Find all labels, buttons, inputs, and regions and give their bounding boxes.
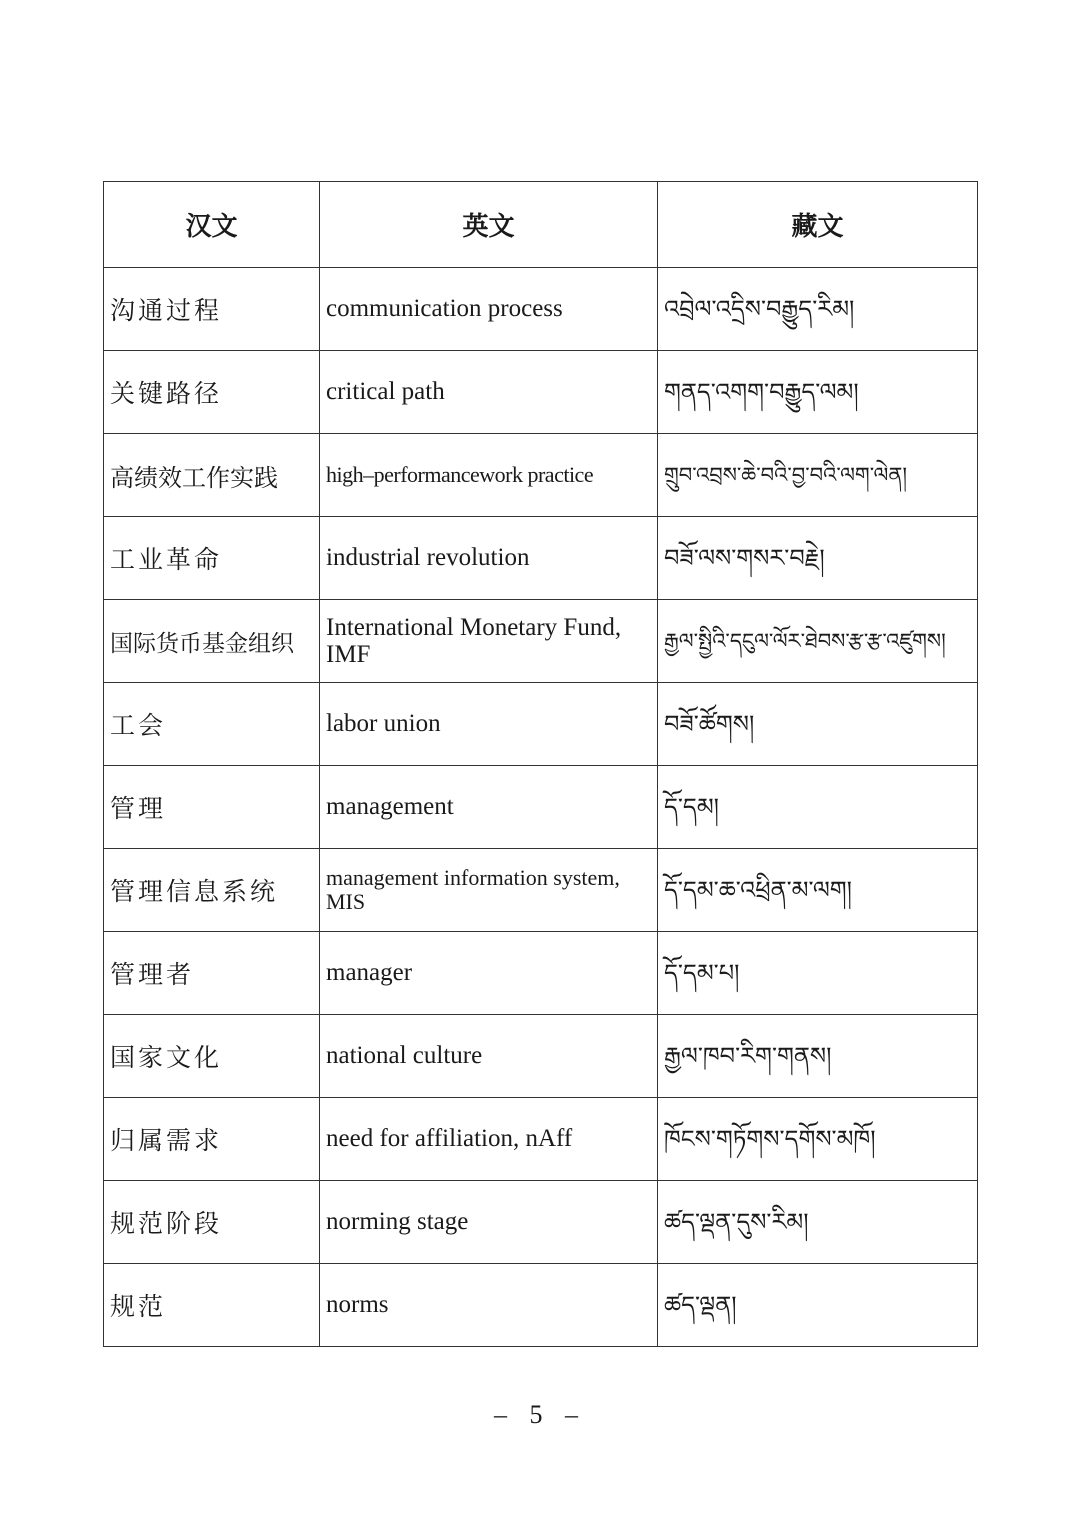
header-chinese: 汉文 (104, 182, 320, 268)
tibetan-term: གྲུབ་འབྲས་ཆེ་བའི་བྱ་བའི་ལག་ལེན། (658, 434, 978, 517)
header-english: 英文 (320, 182, 658, 268)
table-row (104, 1181, 978, 1264)
english-term: labor union (320, 683, 658, 766)
tibetan-term: རྒྱལ་ཁབ་རིག་གནས། (658, 1015, 978, 1098)
chinese-term: 管理 (104, 766, 320, 849)
table-row (104, 1264, 978, 1347)
chinese-term: 工会 (104, 683, 320, 766)
chinese-term: 管理信息系统 (104, 849, 320, 932)
header-tibetan: 藏文 (658, 182, 978, 268)
tibetan-term: བཟོ་ཚོགས། (658, 683, 978, 766)
english-term: management information system, MIS (320, 849, 658, 932)
tibetan-term: དོ་དམ་པ། (658, 932, 978, 1015)
tibetan-term: འབྲེལ་འདྲིས་བརྒྱུད་རིམ། (658, 268, 978, 351)
table-row (104, 1015, 978, 1098)
table-row (104, 434, 978, 517)
table-row (104, 268, 978, 351)
english-term: industrial revolution (320, 517, 658, 600)
tibetan-term: གནད་འགག་བརྒྱུད་ལམ། (658, 351, 978, 434)
english-term: norms (320, 1264, 658, 1347)
chinese-term: 关键路径 (104, 351, 320, 434)
tibetan-term: ཚད་ལྡན་དུས་རིམ། (658, 1181, 978, 1264)
table-row (104, 351, 978, 434)
table-row (104, 683, 978, 766)
english-term: manager (320, 932, 658, 1015)
table-row (104, 766, 978, 849)
chinese-term: 管理者 (104, 932, 320, 1015)
glossary-table (103, 181, 978, 1347)
tibetan-term: དོ་དམ་ཆ་འཕྲིན་མ་ལག། (658, 849, 978, 932)
english-term: International Monetary Fund, IMF (320, 600, 658, 683)
chinese-term: 归属需求 (104, 1098, 320, 1181)
english-term: national culture (320, 1015, 658, 1098)
table-row (104, 517, 978, 600)
tibetan-term: བཟོ་ལས་གསར་བརྗེ། (658, 517, 978, 600)
tibetan-term: དོ་དམ། (658, 766, 978, 849)
chinese-term: 高绩效工作实践 (104, 434, 320, 517)
tibetan-term: ཁོངས་གཏོགས་དགོས་མཁོ། (658, 1098, 978, 1181)
chinese-term: 工业革命 (104, 517, 320, 600)
page-number: – 5 – (494, 1400, 586, 1429)
table-row (104, 849, 978, 932)
english-term: communication process (320, 268, 658, 351)
chinese-term: 规范 (104, 1264, 320, 1347)
english-term: management (320, 766, 658, 849)
english-term: high–performancework practice (320, 434, 658, 517)
chinese-term: 国际货币基金组织 (104, 600, 320, 683)
table-row (104, 600, 978, 683)
chinese-term: 国家文化 (104, 1015, 320, 1098)
english-term: critical path (320, 351, 658, 434)
table-row (104, 1098, 978, 1181)
tibetan-term: རྒྱལ་སྤྱིའི་དངུལ་ལོར་ཐེབས་རྩ་རྩ་འཛུགས། (658, 600, 978, 683)
chinese-term: 规范阶段 (104, 1181, 320, 1264)
header-row (104, 182, 978, 268)
chinese-term: 沟通过程 (104, 268, 320, 351)
english-term: norming stage (320, 1181, 658, 1264)
table-row (104, 932, 978, 1015)
english-term: need for affiliation, nAff (320, 1098, 658, 1181)
tibetan-term: ཚད་ལྡན། (658, 1264, 978, 1347)
